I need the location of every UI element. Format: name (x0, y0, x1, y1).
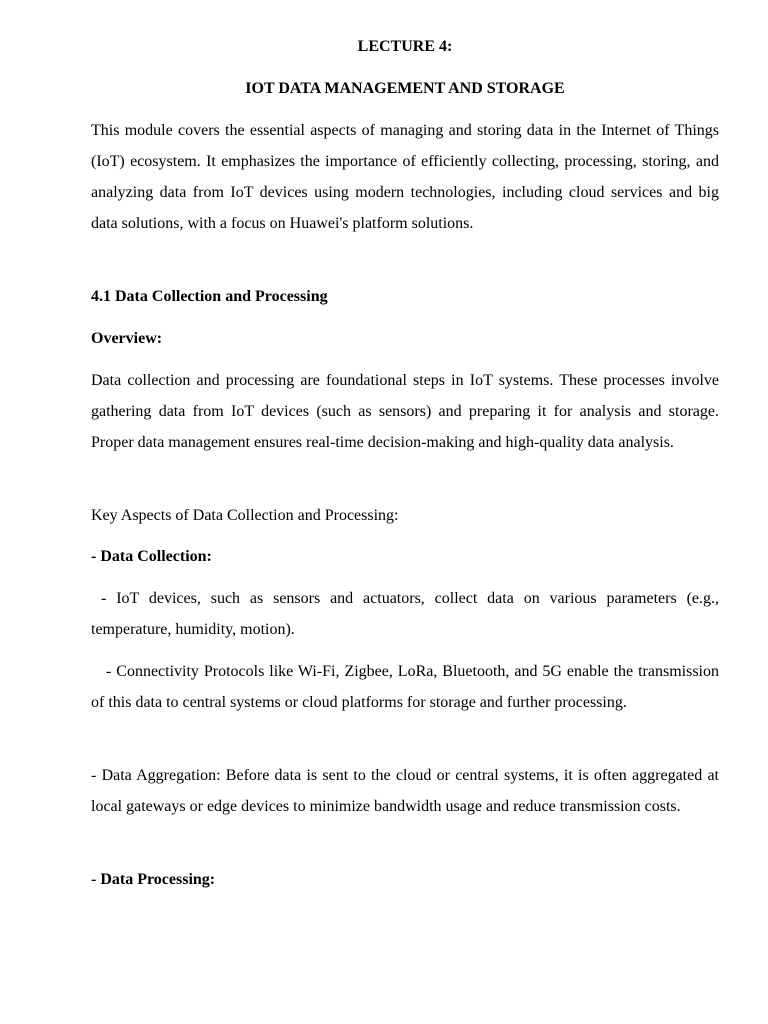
data-collection-label: - Data Collection: (91, 548, 212, 565)
key-aspects-line: Key Aspects of Data Collection and Processing: (91, 507, 399, 524)
lecture-number: LECTURE 4: (357, 38, 453, 55)
intro-paragraph: This module covers the essential aspects of managing and storing data in the Internet of Things (IoT) ecosystem. It emphasizes the importance of efficiently collecting, processing, storing, and analyzing data from IoT devices using modern technologies, including cloud services and big data solutions, with a focus on Huawei's platform solutions. (91, 122, 719, 232)
bullet-aggregation: - Data Aggregation: Before data is sent to the cloud or central systems, it is often aggregated at local gateways or edge devices to minimize bandwidth usage and reduce transmission costs. (91, 767, 719, 815)
overview-paragraph: Data collection and processing are foundational steps in IoT systems. These processes involve gathering data from IoT devices (such as sensors) and preparing it for analysis and storage. Proper data management ensures real-time decision-making and high-quality data analysis. (91, 372, 719, 451)
bullet-connectivity: - Connectivity Protocols like Wi-Fi, Zigbee, LoRa, Bluetooth, and 5G enable the transmission of this data to central systems or cloud platforms for storage and further processing. (91, 663, 719, 711)
bullet-iot-devices: - IoT devices, such as sensors and actuators, collect data on various parameters (e.g., temperature, humidity, motion). (91, 590, 719, 638)
data-processing-label: - Data Processing: (91, 871, 216, 888)
lecture-title: IOT DATA MANAGEMENT AND STORAGE (245, 80, 565, 97)
section-heading-4-1: 4.1 Data Collection and Processing (91, 288, 328, 305)
overview-label: Overview: (91, 330, 163, 347)
